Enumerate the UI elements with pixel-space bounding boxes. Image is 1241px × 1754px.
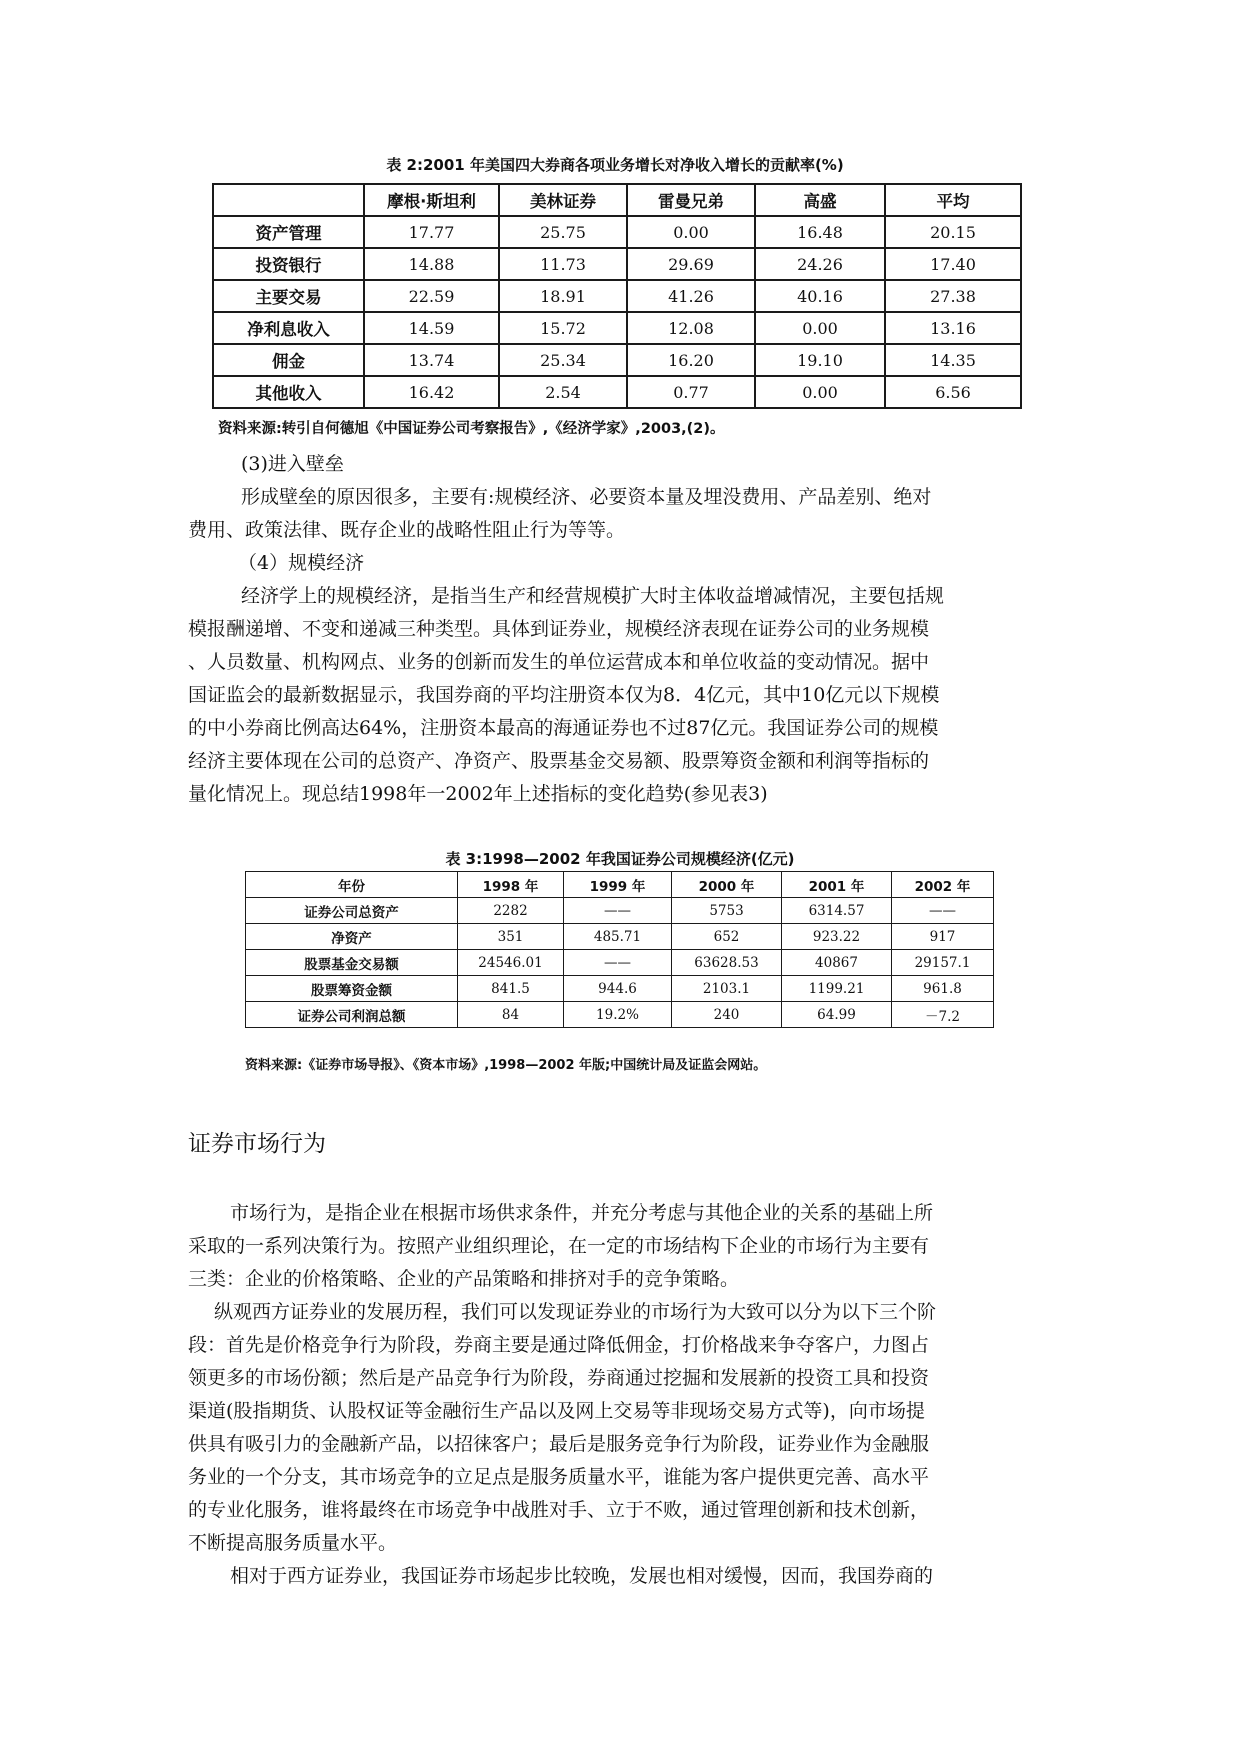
table2-caption: 表 2:2001 年美国四大券商各项业务增长对净收入增长的贡献率(%) bbox=[386, 156, 844, 174]
table2-cell: 14.35 bbox=[885, 344, 1021, 376]
section4-line: 的中小券商比例高达64%，注册资本最高的海通证券也不过87亿元。我国证券公司的规模 bbox=[188, 717, 939, 739]
behavior-line: 领更多的市场份额；然后是产品竞争行为阶段，券商通过挖掘和发展新的投资工具和投资 bbox=[188, 1367, 930, 1389]
table2-cell: 18.91 bbox=[499, 280, 627, 312]
behavior-line: 的专业化服务，谁将最终在市场竞争中战胜对手、立于不败，通过管理创新和技术创新， bbox=[188, 1499, 930, 1521]
table2-row-label: 佣金 bbox=[213, 344, 364, 376]
table-row bbox=[246, 976, 994, 1002]
table3-cell: 923.22 bbox=[782, 924, 892, 950]
table3-cell: 485.71 bbox=[564, 924, 672, 950]
table-row bbox=[213, 312, 1021, 344]
table2-cell: 16.48 bbox=[755, 216, 885, 248]
table3-cell: 2282 bbox=[458, 898, 564, 924]
table2-cell: 16.20 bbox=[627, 344, 755, 376]
section4-line: 国证监会的最新数据显示，我国券商的平均注册资本仅为8．4亿元，其中10亿元以下规模 bbox=[188, 684, 940, 706]
section3 bbox=[188, 448, 1068, 547]
table3-row-label: 股票基金交易额 bbox=[246, 950, 458, 976]
table2-header-cell: 高盛 bbox=[755, 184, 885, 216]
table-row bbox=[246, 898, 994, 924]
table2-cell: 20.15 bbox=[885, 216, 1021, 248]
section3-title: (3)进入壁垒 bbox=[241, 453, 344, 475]
table2-cell: 2.54 bbox=[499, 376, 627, 408]
table-row bbox=[246, 924, 994, 950]
table2-header-cell: 摩根·斯坦利 bbox=[364, 184, 499, 216]
behavior-line: 市场行为，是指企业在根据市场供求条件，并充分考虑与其他企业的关系的基础上所 bbox=[230, 1202, 934, 1224]
behavior-line: 段：首先是价格竞争行为阶段，券商主要是通过降低佣金，打价格战来争夺客户，力图占 bbox=[188, 1334, 930, 1356]
table3-cell: 63628.53 bbox=[672, 950, 782, 976]
table-row bbox=[213, 344, 1021, 376]
table2-cell: 25.34 bbox=[499, 344, 627, 376]
table2-header-row bbox=[213, 184, 1021, 216]
section4-line: 、人员数量、机构网点、业务的创新而发生的单位运营成本和单位收益的变动情况。据中 bbox=[188, 651, 930, 673]
table2-header-cell: 美林证券 bbox=[499, 184, 627, 216]
table2-cell: 0.00 bbox=[755, 312, 885, 344]
table3-header-cell: 2000 年 bbox=[672, 872, 782, 898]
table2-cell: 19.10 bbox=[755, 344, 885, 376]
behavior-paragraph-2 bbox=[188, 1296, 1068, 1560]
table3-cell: 64.99 bbox=[782, 1002, 892, 1028]
section3-line: 形成壁垒的原因很多，主要有:规模经济、必要资本量及埋没费用、产品差别、绝对 bbox=[241, 486, 932, 508]
table3-header-cell: 年份 bbox=[246, 872, 458, 898]
section-heading: 证券市场行为 bbox=[188, 1131, 326, 1157]
table2-source: 资料来源:转引自何德旭《中国证券公司考察报告》,《经济学家》,2003,(2)。 bbox=[218, 421, 725, 437]
behavior-paragraph-1 bbox=[188, 1197, 1068, 1296]
table2-row-label: 投资银行 bbox=[213, 248, 364, 280]
table3-row-label: 证券公司利润总额 bbox=[246, 1002, 458, 1028]
table2-cell: 24.26 bbox=[755, 248, 885, 280]
table3-cell: 24546.01 bbox=[458, 950, 564, 976]
table3-source: 资料来源:《证券市场导报》、《资本市场》,1998—2002 年版;中国统计局及证监会网站。 bbox=[245, 1058, 767, 1073]
behavior-line: 不断提高服务质量水平。 bbox=[188, 1532, 398, 1554]
table2-cell: 13.16 bbox=[885, 312, 1021, 344]
section4-line: 经济主要体现在公司的总资产、净资产、股票基金交易额、股票筹资金额和利润等指标的 bbox=[188, 750, 930, 772]
table2-row-label: 其他收入 bbox=[213, 376, 364, 408]
table-row bbox=[213, 216, 1021, 248]
table2-cell: 25.75 bbox=[499, 216, 627, 248]
table3-cell: 917 bbox=[892, 924, 994, 950]
table2-cell: 0.00 bbox=[755, 376, 885, 408]
table-row bbox=[213, 280, 1021, 312]
table2-cell: 13.74 bbox=[364, 344, 499, 376]
table2-header-cell bbox=[213, 184, 364, 216]
table2-cell: 0.77 bbox=[627, 376, 755, 408]
table2-header-cell: 平均 bbox=[885, 184, 1021, 216]
table3-header-cell: 1998 年 bbox=[458, 872, 564, 898]
behavior-line: 相对于西方证券业，我国证券市场起步比较晚，发展也相对缓慢，因而，我国券商的 bbox=[230, 1565, 934, 1587]
table-row bbox=[246, 1002, 994, 1028]
table3-cell: 40867 bbox=[782, 950, 892, 976]
table2-cell: 22.59 bbox=[364, 280, 499, 312]
table3-cell: 961.8 bbox=[892, 976, 994, 1002]
behavior-line: 三类：企业的价格策略、企业的产品策略和排挤对手的竞争策略。 bbox=[188, 1268, 740, 1290]
table2-cell: 17.77 bbox=[364, 216, 499, 248]
table3-cell: 29157.1 bbox=[892, 950, 994, 976]
section3-line: 费用、政策法律、既存企业的战略性阻止行为等等。 bbox=[188, 519, 626, 541]
table2-header-cell: 雷曼兄弟 bbox=[627, 184, 755, 216]
table2-cell: 41.26 bbox=[627, 280, 755, 312]
table-row bbox=[213, 376, 1021, 408]
table3-cell: 944.6 bbox=[564, 976, 672, 1002]
table2-cell: 11.73 bbox=[499, 248, 627, 280]
table3-cell: —— bbox=[564, 898, 672, 924]
table2-cell: 29.69 bbox=[627, 248, 755, 280]
behavior-line: 供具有吸引力的金融新产品，以招徕客户；最后是服务竞争行为阶段，证券业作为金融服 bbox=[188, 1433, 930, 1455]
table3-cell: —— bbox=[892, 898, 994, 924]
table-row bbox=[246, 950, 994, 976]
section4-line: 模报酬递增、不变和递减三种类型。具体到证券业，规模经济表现在证券公司的业务规模 bbox=[188, 618, 930, 640]
table2-cell: 15.72 bbox=[499, 312, 627, 344]
behavior-line: 渠道(股指期货、认股权证等金融衍生产品以及网上交易等非现场交易方式等)，向市场提 bbox=[188, 1400, 925, 1422]
table3-cell: 240 bbox=[672, 1002, 782, 1028]
table2-cell: 16.42 bbox=[364, 376, 499, 408]
table2-row-label: 主要交易 bbox=[213, 280, 364, 312]
table3-cell: 5753 bbox=[672, 898, 782, 924]
table3-cell: 84 bbox=[458, 1002, 564, 1028]
table3-cell: 19.2% bbox=[564, 1002, 672, 1028]
table3-cell: —— bbox=[564, 950, 672, 976]
table2-cell: 0.00 bbox=[627, 216, 755, 248]
table2-cell: 12.08 bbox=[627, 312, 755, 344]
table2-cell: 17.40 bbox=[885, 248, 1021, 280]
section4-line: 量化情况上。现总结1998年一2002年上述指标的变化趋势(参见表3) bbox=[188, 783, 768, 805]
table2-cell: 14.59 bbox=[364, 312, 499, 344]
table-row bbox=[213, 248, 1021, 280]
table2-row-label: 资产管理 bbox=[213, 216, 364, 248]
table3-cell: 6314.57 bbox=[782, 898, 892, 924]
table2-cell: 14.88 bbox=[364, 248, 499, 280]
table3-row-label: 证券公司总资产 bbox=[246, 898, 458, 924]
table3-header-row bbox=[246, 872, 994, 898]
section4-line: 经济学上的规模经济，是指当生产和经营规模扩大时主体收益增减情况，主要包括规 bbox=[241, 585, 945, 607]
table3-caption: 表 3:1998—2002 年我国证券公司规模经济(亿元) bbox=[445, 850, 795, 868]
behavior-line: 采取的一系列决策行为。按照产业组织理论，在一定的市场结构下企业的市场行为主要有 bbox=[188, 1235, 930, 1257]
table3-row-label: 股票筹资金额 bbox=[246, 976, 458, 1002]
section4-title: （4）规模经济 bbox=[238, 552, 365, 574]
behavior-line: 纵观西方证券业的发展历程，我们可以发现证券业的市场行为大致可以分为以下三个阶 bbox=[214, 1301, 937, 1323]
table2-cell: 6.56 bbox=[885, 376, 1021, 408]
table3-cell: 2103.1 bbox=[672, 976, 782, 1002]
table3-cell: 841.5 bbox=[458, 976, 564, 1002]
table2-row-label: 净利息收入 bbox=[213, 312, 364, 344]
table2 bbox=[212, 183, 1022, 409]
table2-cell: 40.16 bbox=[755, 280, 885, 312]
table3-cell: 1199.21 bbox=[782, 976, 892, 1002]
table3-cell: 652 bbox=[672, 924, 782, 950]
table3-header-cell: 2002 年 bbox=[892, 872, 994, 898]
section4 bbox=[188, 547, 1068, 811]
table3-row-label: 净资产 bbox=[246, 924, 458, 950]
table3-cell: 351 bbox=[458, 924, 564, 950]
table3 bbox=[245, 871, 994, 1028]
table3-cell: －7.2 bbox=[892, 1002, 994, 1028]
table2-cell: 27.38 bbox=[885, 280, 1021, 312]
behavior-paragraph-3 bbox=[188, 1560, 1068, 1593]
table3-header-cell: 2001 年 bbox=[782, 872, 892, 898]
behavior-line: 务业的一个分支，其市场竞争的立足点是服务质量水平，谁能为客户提供更完善、高水平 bbox=[188, 1466, 930, 1488]
table3-header-cell: 1999 年 bbox=[564, 872, 672, 898]
